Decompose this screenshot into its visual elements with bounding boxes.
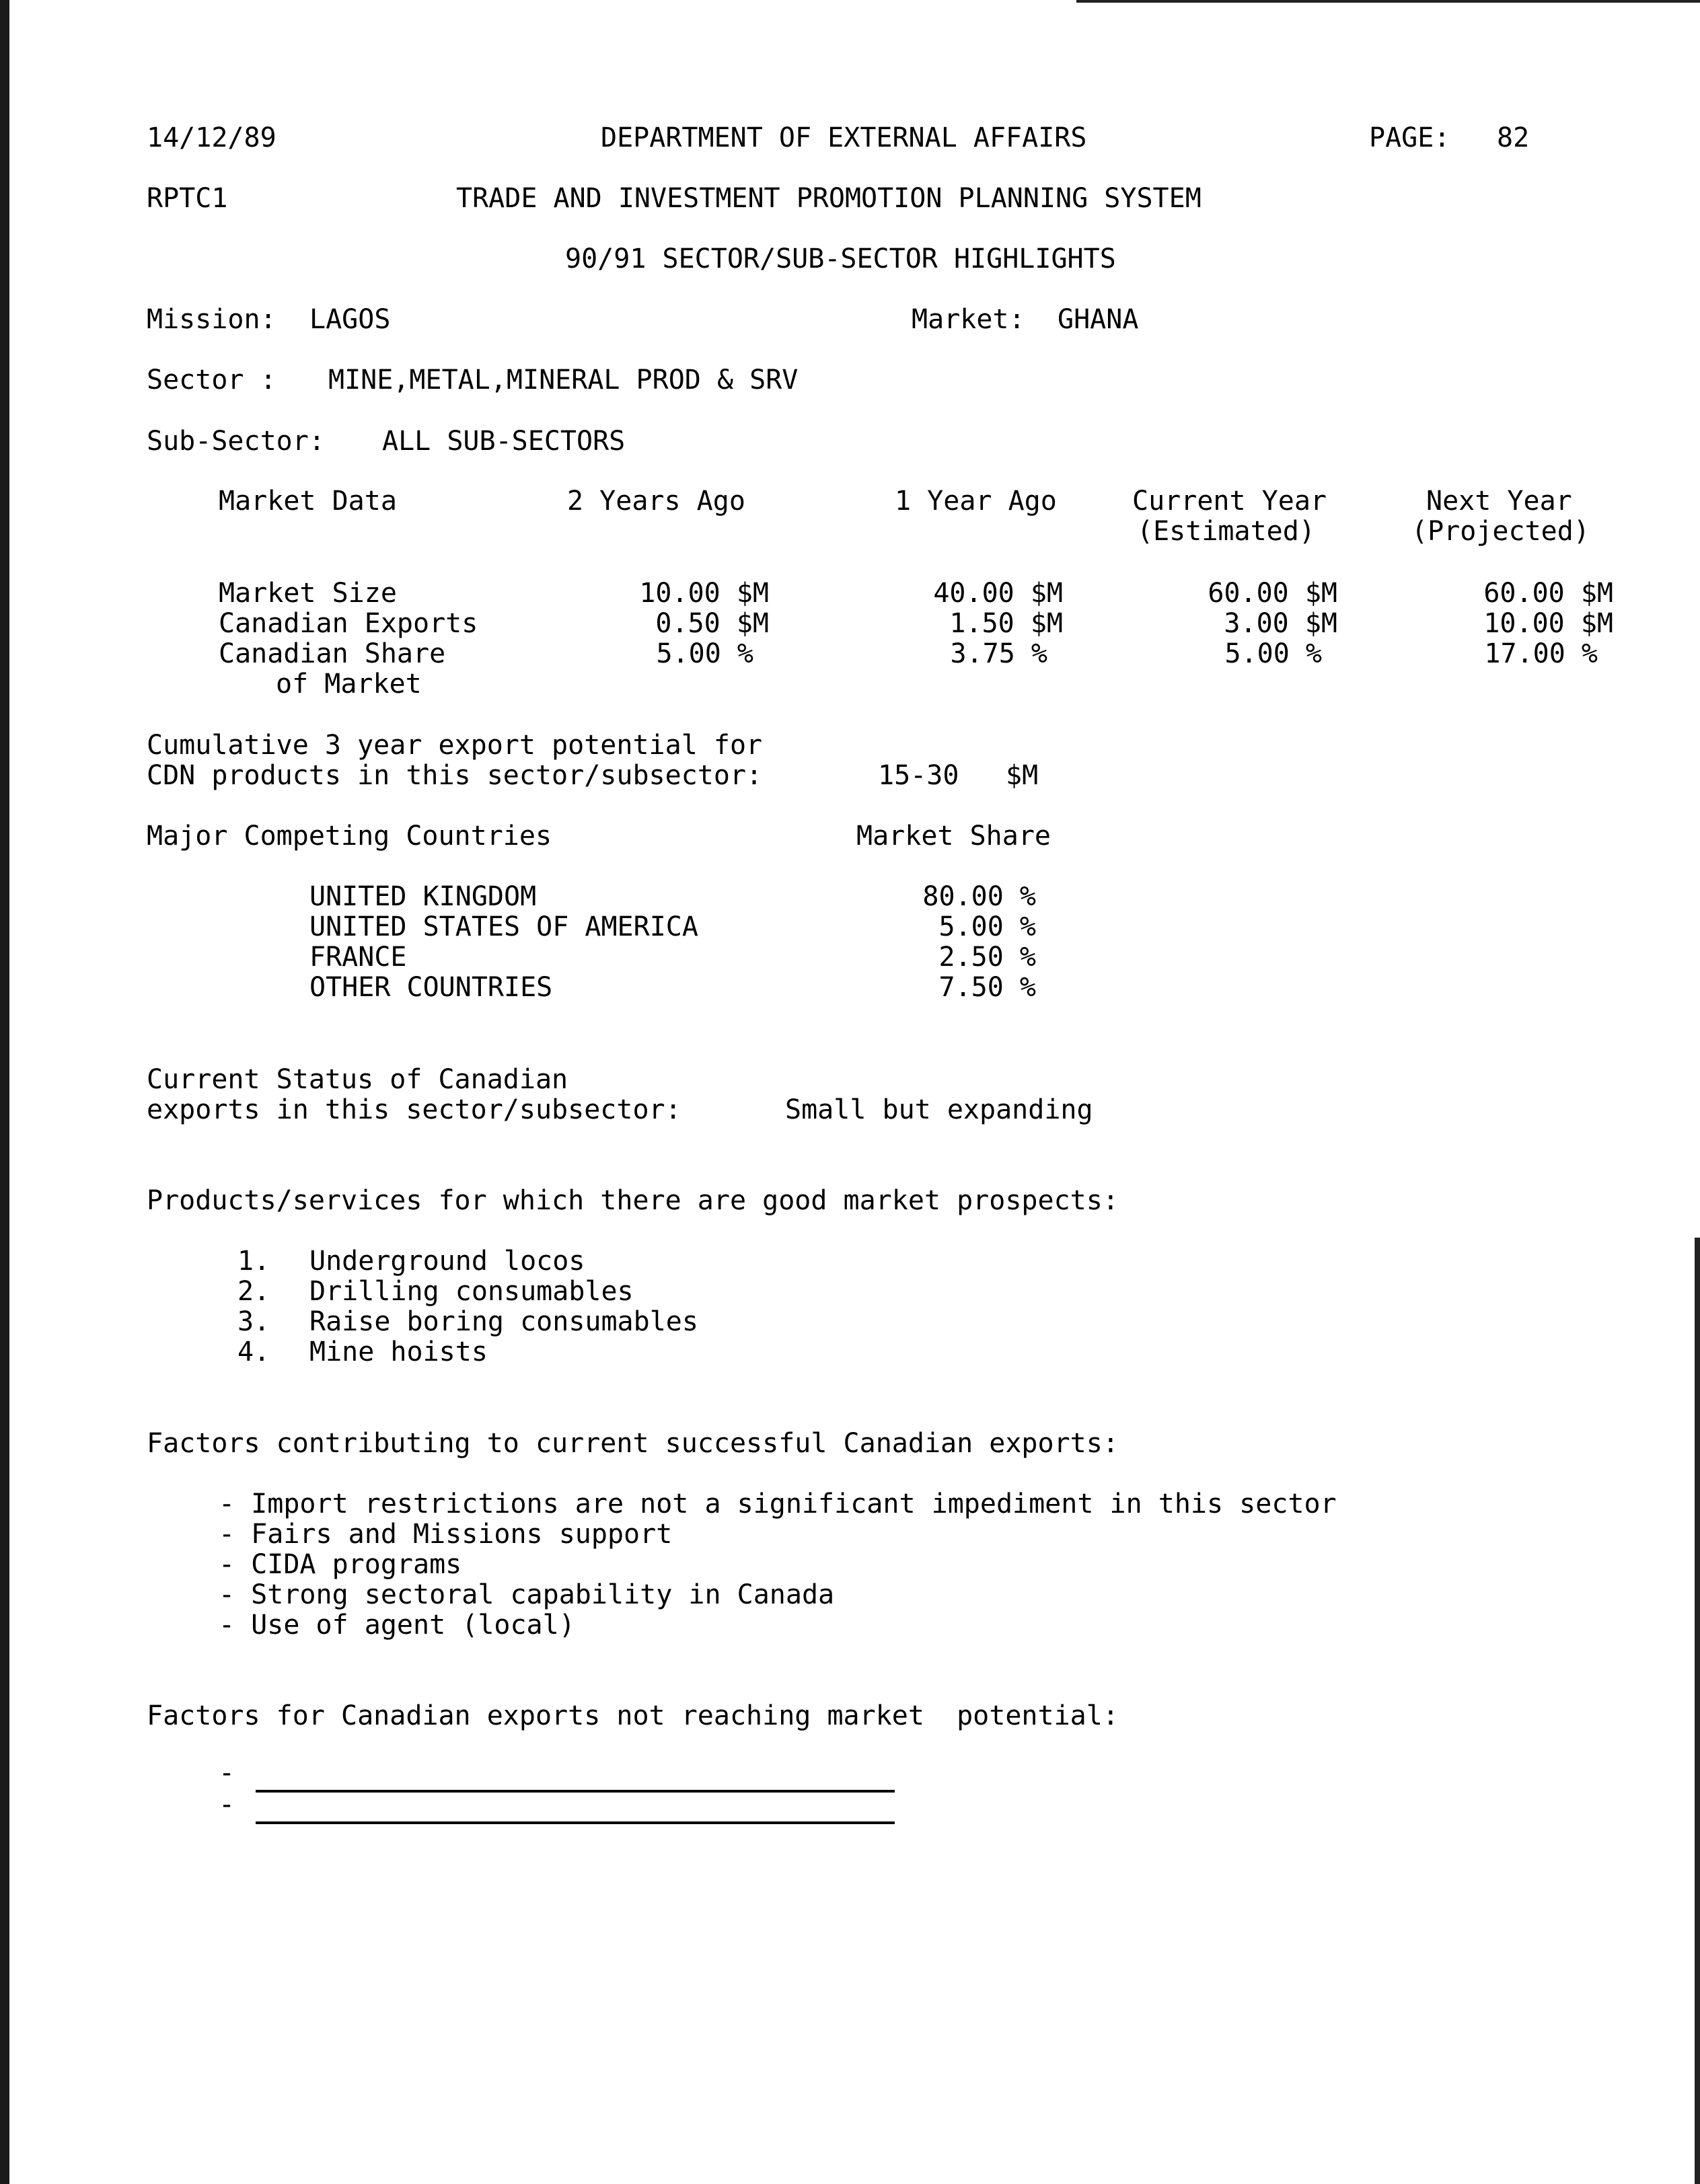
- report-title: 90/91 SECTOR/SUB-SECTOR HIGHLIGHTS: [565, 243, 1116, 274]
- scan-left-edge: [0, 0, 9, 2184]
- competitor-country: UNITED STATES OF AMERICA: [309, 911, 698, 942]
- prospect-number: 4.: [237, 1336, 270, 1367]
- canadian-share-next-year: 17.00 %: [1484, 638, 1598, 669]
- col-header-projected: (Projected): [1411, 516, 1590, 547]
- factor-success-item: - Use of agent (local): [219, 1610, 575, 1641]
- col-header-estimated: (Estimated): [1137, 516, 1315, 547]
- prospect-item: Underground locos: [309, 1246, 585, 1277]
- market-label: Market:: [912, 304, 1025, 335]
- canadian-share-1-year-ago: 3.75 %: [950, 638, 1047, 669]
- scan-right-edge: [1695, 1238, 1700, 2184]
- canadian-exports-2-years-ago: 0.50 $M: [655, 608, 769, 639]
- competitor-share: 5.00 %: [938, 911, 1036, 942]
- competitor-country: OTHER COUNTRIES: [309, 972, 553, 1003]
- page-label: PAGE:: [1369, 122, 1450, 153]
- competitor-country: FRANCE: [309, 942, 407, 973]
- canadian-exports-current-year: 3.00 $M: [1224, 608, 1337, 639]
- prospect-item: Drilling consumables: [309, 1276, 634, 1307]
- prospect-item: Raise boring consumables: [309, 1306, 698, 1337]
- row-label-canadian-share: Canadian Share: [219, 638, 446, 669]
- factor-success-item: - CIDA programs: [219, 1549, 462, 1580]
- subsector-label: Sub-Sector:: [147, 426, 325, 457]
- report-code: RPTC1: [147, 183, 228, 214]
- col-header-market-data: Market Data: [219, 486, 397, 517]
- status-line-2: exports in this sector/subsector:: [147, 1094, 681, 1125]
- factor-success-item: - Strong sectoral capability in Canada: [219, 1579, 835, 1610]
- scan-top-edge: [1076, 0, 1700, 3]
- blank-bullet: -: [219, 1789, 235, 1820]
- potential-line-1: Cumulative 3 year export potential for: [147, 730, 763, 761]
- factor-success-item: - Fairs and Missions support: [219, 1519, 673, 1550]
- report-date: 14/12/89: [147, 122, 276, 153]
- system-title: TRADE AND INVESTMENT PROMOTION PLANNING SYSTEM: [456, 183, 1202, 214]
- blank-bullet: -: [219, 1758, 235, 1788]
- sector-value: MINE,METAL,MINERAL PROD & SRV: [328, 365, 799, 396]
- col-header-2-years-ago: 2 Years Ago: [567, 486, 745, 517]
- department-title: DEPARTMENT OF EXTERNAL AFFAIRS: [601, 122, 1087, 153]
- status-value: Small but expanding: [785, 1094, 1093, 1125]
- row-label-of-market: of Market: [276, 669, 422, 700]
- canadian-exports-next-year: 10.00 $M: [1483, 608, 1613, 639]
- market-size-next-year: 60.00 $M: [1483, 578, 1613, 609]
- competitors-header: Major Competing Countries: [147, 821, 552, 852]
- canadian-share-2-years-ago: 5.00 %: [656, 638, 753, 669]
- factors-success-header: Factors contributing to current successful Canadian exports:: [147, 1428, 1119, 1459]
- prospect-item: Mine hoists: [309, 1336, 488, 1367]
- sector-label: Sector :: [147, 365, 276, 396]
- potential-value: 15-30: [878, 760, 959, 791]
- market-size-2-years-ago: 10.00 $M: [639, 578, 769, 609]
- col-header-1-year-ago: 1 Year Ago: [895, 486, 1057, 517]
- market-value: GHANA: [1058, 304, 1139, 335]
- competitor-share: 2.50 %: [938, 942, 1036, 973]
- col-header-current-year: Current Year: [1132, 486, 1327, 517]
- mission-label: Mission:: [147, 304, 276, 335]
- competitor-country: UNITED KINGDOM: [309, 881, 537, 912]
- blank-fill-line: [256, 1790, 895, 1793]
- status-line-1: Current Status of Canadian: [147, 1064, 568, 1095]
- prospect-number: 2.: [237, 1276, 270, 1307]
- row-label-market-size: Market Size: [219, 578, 397, 609]
- potential-unit: $M: [1006, 760, 1039, 791]
- market-size-current-year: 60.00 $M: [1208, 578, 1337, 609]
- canadian-exports-1-year-ago: 1.50 $M: [949, 608, 1063, 639]
- prospect-number: 1.: [237, 1246, 270, 1277]
- subsector-value: ALL SUB-SECTORS: [382, 426, 626, 457]
- mission-value: LAGOS: [309, 304, 391, 335]
- competitor-share: 7.50 %: [938, 972, 1036, 1003]
- blank-fill-line: [256, 1821, 895, 1824]
- prospects-header: Products/services for which there are good market prospects:: [147, 1185, 1119, 1216]
- potential-line-2: CDN products in this sector/subsector:: [147, 760, 763, 791]
- competitor-share: 80.00 %: [922, 881, 1036, 912]
- prospect-number: 3.: [237, 1306, 270, 1337]
- factors-not-header: Factors for Canadian exports not reaching market potential:: [147, 1700, 1119, 1731]
- row-label-canadian-exports: Canadian Exports: [219, 608, 478, 639]
- canadian-share-current-year: 5.00 %: [1224, 638, 1322, 669]
- page-number: 82: [1497, 122, 1530, 153]
- col-header-next-year: Next Year: [1426, 486, 1572, 517]
- market-size-1-year-ago: 40.00 $M: [933, 578, 1063, 609]
- factor-success-item: - Import restrictions are not a significant impediment in this sector: [219, 1489, 1337, 1519]
- market-share-header: Market Share: [856, 821, 1051, 852]
